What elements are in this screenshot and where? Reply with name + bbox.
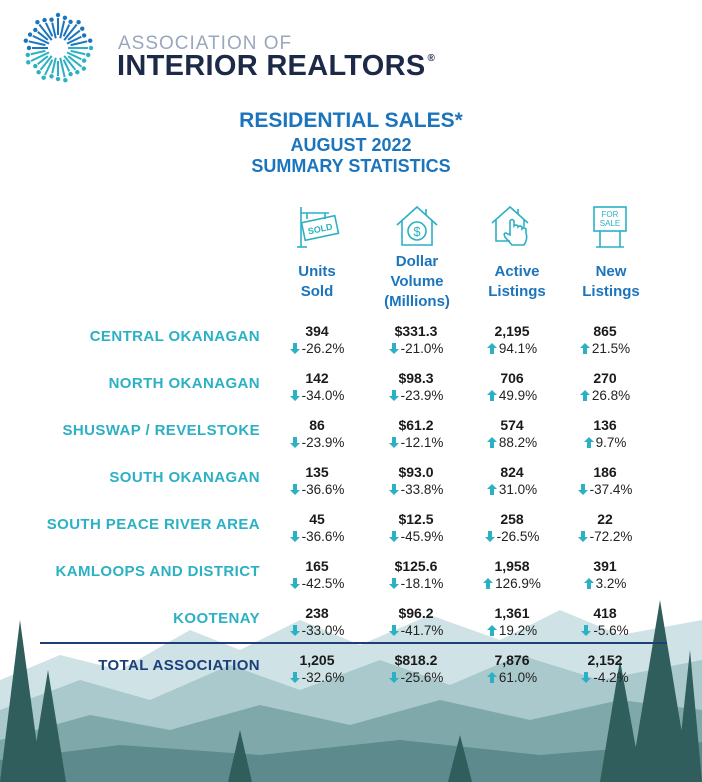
change-percent: -26.5% bbox=[496, 529, 540, 544]
logo-ray-dot bbox=[63, 16, 67, 20]
column-header-line: Active bbox=[494, 263, 540, 280]
table-cell bbox=[560, 370, 650, 404]
table-cell bbox=[560, 323, 650, 357]
cell-value: 824 bbox=[500, 464, 524, 480]
cell-value: 1,361 bbox=[494, 605, 530, 621]
cell-value: $98.3 bbox=[398, 370, 434, 386]
column-header-line: New bbox=[595, 263, 627, 280]
arrow-up-icon bbox=[580, 343, 590, 354]
cell-value: $331.3 bbox=[394, 323, 438, 339]
cell-change bbox=[272, 528, 362, 545]
logo-ray-dot bbox=[88, 38, 92, 42]
change-percent: -41.7% bbox=[400, 623, 444, 638]
cell-value: 391 bbox=[593, 558, 617, 574]
cell-value: 258 bbox=[500, 511, 524, 527]
cell-value: 142 bbox=[305, 370, 329, 386]
arrow-down-icon bbox=[581, 625, 591, 636]
arrow-down-icon bbox=[290, 578, 300, 589]
arrow-up-icon bbox=[487, 625, 497, 636]
logo-ray-dot bbox=[82, 66, 86, 70]
logo-ray-dot bbox=[63, 78, 67, 82]
table-cell bbox=[272, 511, 362, 545]
change-percent: -72.2% bbox=[589, 529, 633, 544]
table-cell bbox=[467, 558, 557, 592]
arrow-up-icon bbox=[580, 390, 590, 401]
table-cell bbox=[560, 558, 650, 592]
arrow-down-icon bbox=[389, 578, 399, 589]
logo-ray-dot bbox=[82, 33, 86, 37]
cell-value: $12.5 bbox=[398, 511, 434, 527]
change-percent: -25.6% bbox=[400, 670, 444, 685]
logo-ray-dot bbox=[33, 28, 37, 32]
logo-ray-dot bbox=[26, 60, 30, 64]
registered-mark: ® bbox=[427, 53, 436, 64]
report-subtitle: SUMMARY STATISTICS bbox=[251, 156, 451, 176]
cell-change bbox=[272, 622, 362, 639]
column-header-line: (Millions) bbox=[384, 293, 450, 310]
change-percent: -26.2% bbox=[301, 341, 345, 356]
logo-ray-dot bbox=[35, 20, 39, 24]
table-cell bbox=[467, 605, 557, 639]
logo-ray-dot bbox=[89, 46, 93, 50]
column-header-line: Listings bbox=[488, 283, 546, 300]
table-cell bbox=[467, 652, 557, 686]
logo-ray-dot bbox=[26, 53, 30, 57]
starburst-logo-icon bbox=[22, 12, 94, 84]
house-hand-icon bbox=[488, 203, 536, 249]
table-cell bbox=[272, 605, 362, 639]
cell-change bbox=[560, 669, 650, 686]
arrow-up-icon bbox=[487, 672, 497, 683]
cell-change bbox=[371, 622, 461, 639]
change-percent: -12.1% bbox=[400, 435, 444, 450]
arrow-down-icon bbox=[485, 531, 495, 542]
cell-change bbox=[560, 387, 650, 404]
table-cell bbox=[371, 464, 461, 498]
cell-value: 186 bbox=[593, 464, 617, 480]
table-cell bbox=[560, 417, 650, 451]
cell-value: 135 bbox=[305, 464, 329, 480]
table-cell bbox=[371, 323, 461, 357]
change-percent: -37.4% bbox=[589, 482, 633, 497]
change-percent: 9.7% bbox=[595, 435, 627, 450]
sold-sign-text: SOLD bbox=[306, 221, 334, 237]
report-period: AUGUST 2022 bbox=[290, 135, 412, 155]
logo-ray-dot bbox=[76, 20, 80, 24]
change-percent: -45.9% bbox=[400, 529, 444, 544]
change-percent: -5.6% bbox=[593, 623, 629, 638]
cell-value: 238 bbox=[305, 605, 329, 621]
arrow-down-icon bbox=[389, 437, 399, 448]
column-header-dollar-volume bbox=[362, 252, 472, 312]
arrow-down-icon bbox=[290, 484, 300, 495]
logo-ray-dot bbox=[80, 26, 84, 30]
cell-change bbox=[467, 575, 557, 592]
arrow-down-icon bbox=[290, 531, 300, 542]
cell-value: $125.6 bbox=[394, 558, 438, 574]
logo-ray-dot bbox=[86, 53, 90, 57]
logo-ray-dot bbox=[68, 20, 72, 24]
column-header-units-sold bbox=[262, 262, 372, 302]
table-cell bbox=[371, 370, 461, 404]
column-header-line: Sold bbox=[300, 283, 334, 300]
cell-value: 574 bbox=[500, 417, 524, 433]
change-percent: 21.5% bbox=[591, 341, 631, 356]
change-percent: -4.2% bbox=[593, 670, 629, 685]
table-cell bbox=[467, 323, 557, 357]
change-percent: 49.9% bbox=[498, 388, 538, 403]
cell-change bbox=[272, 481, 362, 498]
arrow-up-icon bbox=[487, 437, 497, 448]
logo-ray-dot bbox=[24, 38, 28, 42]
change-percent: -36.6% bbox=[301, 529, 345, 544]
change-percent: 94.1% bbox=[498, 341, 538, 356]
logo-text-line2 bbox=[117, 50, 435, 83]
logo-ray-dot bbox=[41, 76, 45, 80]
for-sale-sign-icon bbox=[586, 203, 634, 249]
cell-value: 2,195 bbox=[494, 323, 530, 339]
arrow-down-icon bbox=[389, 390, 399, 401]
logo-ray bbox=[71, 41, 88, 45]
association-logo bbox=[22, 12, 442, 82]
table-cell bbox=[272, 370, 362, 404]
logo-ray-dot bbox=[56, 77, 60, 81]
change-percent: 61.0% bbox=[498, 670, 538, 685]
logo-ray bbox=[71, 51, 86, 54]
logo-ray-dot bbox=[49, 74, 53, 78]
cell-change bbox=[467, 434, 557, 451]
table-cell bbox=[272, 464, 362, 498]
table-cell bbox=[467, 464, 557, 498]
cell-change bbox=[272, 575, 362, 592]
arrow-up-icon bbox=[584, 437, 594, 448]
change-percent: -23.9% bbox=[301, 435, 345, 450]
column-header-line: Units bbox=[298, 263, 336, 280]
cell-change bbox=[467, 622, 557, 639]
arrow-down-icon bbox=[389, 484, 399, 495]
table-cell bbox=[560, 605, 650, 639]
total-divider-line bbox=[40, 642, 667, 644]
cell-change bbox=[560, 340, 650, 357]
cell-change bbox=[371, 528, 461, 545]
arrow-up-icon bbox=[584, 578, 594, 589]
change-percent: -33.8% bbox=[400, 482, 444, 497]
cell-value: 865 bbox=[593, 323, 617, 339]
logo-text-line1: ASSOCIATION OF bbox=[118, 33, 293, 54]
logo-ray-dot bbox=[68, 72, 72, 76]
arrow-down-icon bbox=[389, 672, 399, 683]
logo-ray-dot bbox=[42, 18, 46, 22]
change-percent: 19.2% bbox=[498, 623, 538, 638]
column-header-line: Listings bbox=[582, 283, 640, 300]
change-percent: 3.2% bbox=[595, 576, 627, 591]
cell-change bbox=[371, 387, 461, 404]
logo-ray-dot bbox=[75, 70, 79, 74]
cell-change bbox=[467, 528, 557, 545]
cell-value: $61.2 bbox=[398, 417, 434, 433]
arrow-down-icon bbox=[290, 437, 300, 448]
table-cell bbox=[467, 370, 557, 404]
cell-value: 418 bbox=[593, 605, 617, 621]
row-label: SHUSWAP / REVELSTOKE bbox=[62, 422, 260, 439]
arrow-down-icon bbox=[389, 531, 399, 542]
arrow-down-icon bbox=[389, 625, 399, 636]
logo-ray-dot bbox=[36, 70, 40, 74]
for-sale-text-2: SALE bbox=[599, 219, 621, 228]
row-label: KOOTENAY bbox=[173, 610, 260, 627]
table-cell bbox=[560, 652, 650, 686]
for-sale-text-1: FOR bbox=[601, 210, 619, 219]
change-percent: -33.0% bbox=[301, 623, 345, 638]
cell-change bbox=[560, 528, 650, 545]
arrow-up-icon bbox=[487, 390, 497, 401]
table-cell bbox=[371, 652, 461, 686]
arrow-down-icon bbox=[578, 531, 588, 542]
change-percent: -21.0% bbox=[400, 341, 444, 356]
cell-value: 1,205 bbox=[299, 652, 335, 668]
table-cell bbox=[467, 417, 557, 451]
row-label: SOUTH OKANAGAN bbox=[109, 469, 260, 486]
change-percent: 126.9% bbox=[495, 576, 541, 591]
cell-change bbox=[560, 575, 650, 592]
cell-value: 7,876 bbox=[494, 652, 530, 668]
change-percent: 31.0% bbox=[498, 482, 538, 497]
row-label: SOUTH PEACE RIVER AREA bbox=[46, 516, 260, 533]
cell-change bbox=[467, 387, 557, 404]
logo-text-main: INTERIOR REALTORS bbox=[117, 50, 426, 82]
logo-ray bbox=[29, 41, 46, 45]
table-cell bbox=[560, 511, 650, 545]
change-percent: -42.5% bbox=[301, 576, 345, 591]
house-dollar-icon bbox=[393, 203, 441, 249]
cell-value: 1,958 bbox=[494, 558, 530, 574]
cell-value: $93.0 bbox=[398, 464, 434, 480]
cell-change bbox=[560, 622, 650, 639]
change-percent: -32.6% bbox=[301, 670, 345, 685]
cell-change bbox=[371, 669, 461, 686]
table-cell bbox=[467, 511, 557, 545]
column-header-line: Dollar bbox=[395, 253, 439, 270]
cell-value: 270 bbox=[593, 370, 617, 386]
cell-value: 45 bbox=[309, 511, 325, 527]
table-cell bbox=[560, 464, 650, 498]
arrow-up-icon bbox=[487, 484, 497, 495]
cell-change bbox=[272, 340, 362, 357]
change-percent: 26.8% bbox=[591, 388, 631, 403]
cell-change bbox=[560, 434, 650, 451]
column-header-line: Volume bbox=[390, 273, 444, 290]
table-cell bbox=[371, 558, 461, 592]
arrow-down-icon bbox=[290, 672, 300, 683]
row-label: NORTH OKANAGAN bbox=[108, 375, 260, 392]
arrow-down-icon bbox=[581, 672, 591, 683]
cell-value: 394 bbox=[305, 323, 329, 339]
change-percent: -23.9% bbox=[400, 388, 444, 403]
cell-change bbox=[467, 481, 557, 498]
cell-change bbox=[371, 340, 461, 357]
table-cell bbox=[272, 558, 362, 592]
change-percent: -34.0% bbox=[301, 388, 345, 403]
cell-change bbox=[560, 481, 650, 498]
report-title: RESIDENTIAL SALES* bbox=[239, 109, 463, 132]
table-cell bbox=[272, 417, 362, 451]
cell-value: $818.2 bbox=[394, 652, 438, 668]
table-cell bbox=[371, 511, 461, 545]
cell-value: 136 bbox=[593, 417, 617, 433]
cell-change bbox=[371, 481, 461, 498]
column-header-new-listings bbox=[556, 262, 666, 302]
sold-sign-icon bbox=[293, 203, 341, 249]
cell-change bbox=[467, 340, 557, 357]
dollar-sign-text: $ bbox=[413, 224, 421, 239]
cell-value: 22 bbox=[597, 511, 613, 527]
arrow-down-icon bbox=[578, 484, 588, 495]
logo-ray-dot bbox=[82, 58, 86, 62]
change-percent: 88.2% bbox=[498, 435, 538, 450]
arrow-down-icon bbox=[290, 625, 300, 636]
cell-change bbox=[371, 434, 461, 451]
table-cell bbox=[272, 323, 362, 357]
logo-ray-dot bbox=[27, 46, 31, 50]
cell-change bbox=[272, 434, 362, 451]
row-label: CENTRAL OKANAGAN bbox=[89, 328, 260, 345]
logo-ray-dot bbox=[33, 64, 37, 68]
cell-change bbox=[467, 669, 557, 686]
cell-value: $96.2 bbox=[398, 605, 434, 621]
arrow-down-icon bbox=[290, 390, 300, 401]
change-percent: -18.1% bbox=[400, 576, 444, 591]
table-cell bbox=[371, 417, 461, 451]
logo-ray-dot bbox=[49, 18, 53, 22]
logo-ray-dot bbox=[56, 13, 60, 17]
change-percent: -36.6% bbox=[301, 482, 345, 497]
arrow-down-icon bbox=[290, 343, 300, 354]
arrow-down-icon bbox=[389, 343, 399, 354]
cell-change bbox=[272, 387, 362, 404]
table-cell bbox=[272, 652, 362, 686]
cell-change bbox=[272, 669, 362, 686]
cell-value: 86 bbox=[309, 417, 325, 433]
table-cell bbox=[371, 605, 461, 639]
arrow-up-icon bbox=[483, 578, 493, 589]
cell-value: 706 bbox=[500, 370, 524, 386]
arrow-up-icon bbox=[487, 343, 497, 354]
cell-change bbox=[371, 575, 461, 592]
row-label: KAMLOOPS AND DISTRICT bbox=[55, 563, 260, 580]
logo-ray bbox=[31, 51, 46, 54]
row-label-total: TOTAL ASSOCIATION bbox=[98, 657, 260, 674]
cell-value: 165 bbox=[305, 558, 329, 574]
cell-value: 2,152 bbox=[587, 652, 623, 668]
logo-ray-dot bbox=[28, 32, 32, 36]
